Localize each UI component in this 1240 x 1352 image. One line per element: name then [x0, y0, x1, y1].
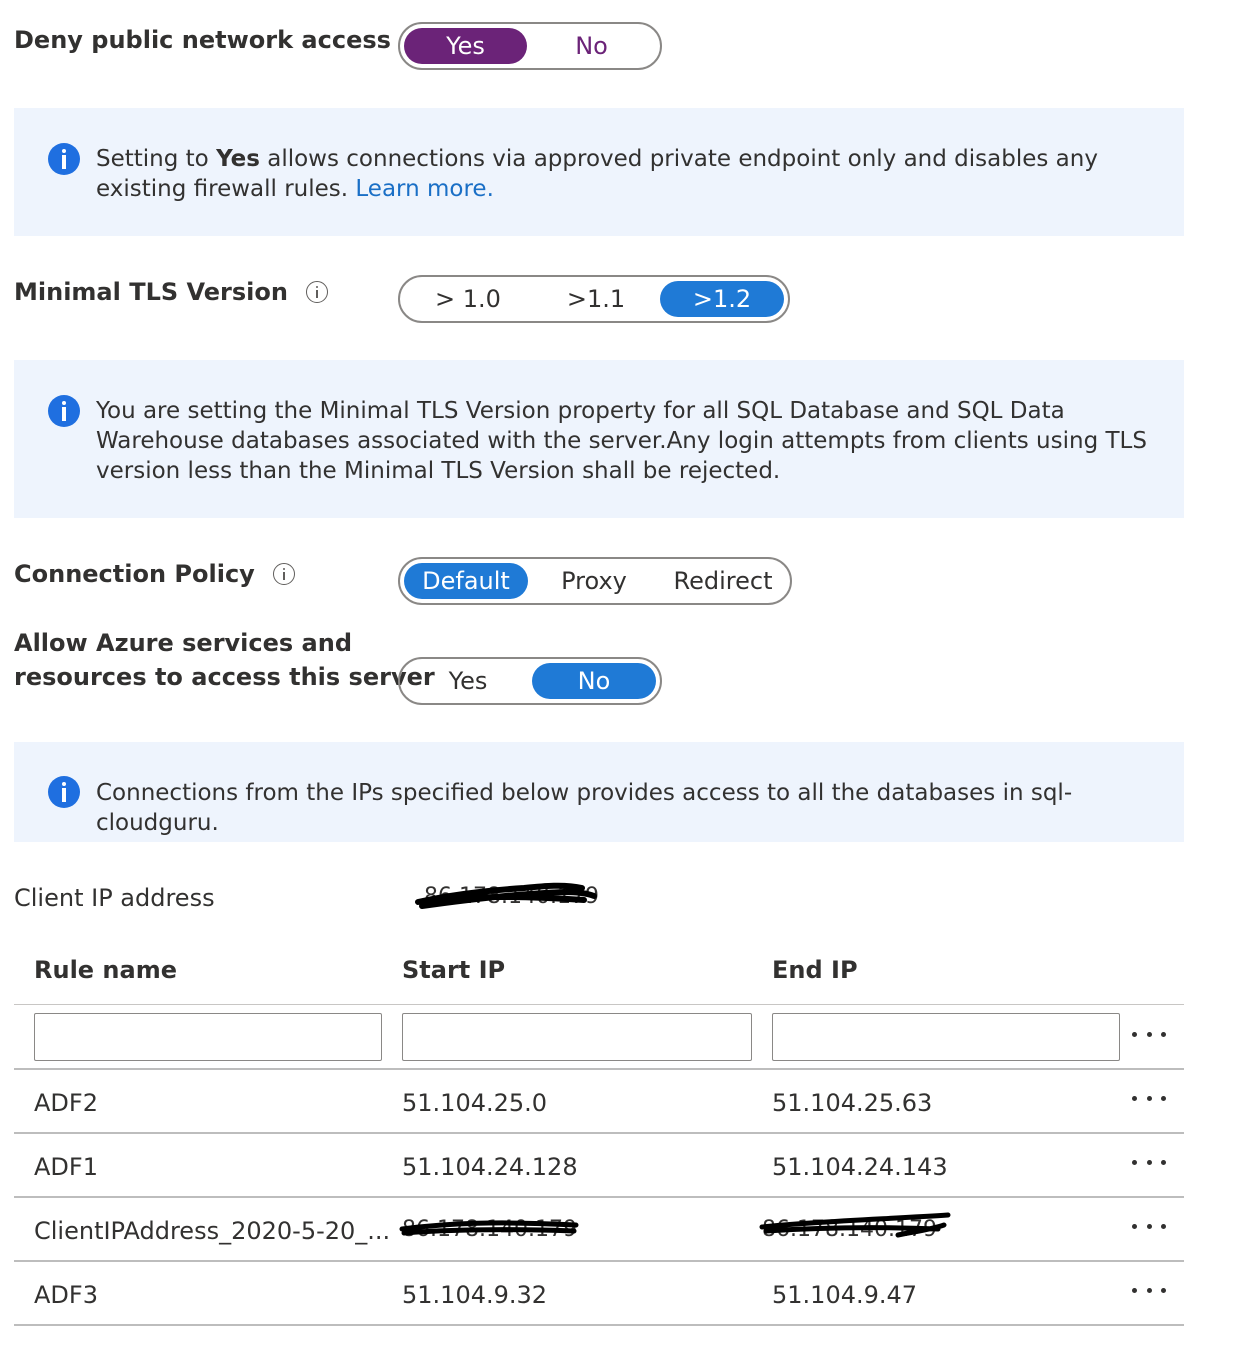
header-divider [14, 1004, 1184, 1005]
allow-azure-label-line1: Allow Azure services and [14, 629, 353, 657]
end-ip-cell: 51.104.24.143 [772, 1153, 948, 1181]
rule-name-cell: ADF3 [34, 1281, 98, 1309]
deny-public-info-text [96, 144, 1154, 204]
row-divider [14, 1260, 1184, 1262]
tls-version-toggle [398, 275, 790, 323]
rule-name-cell: ADF2 [34, 1089, 98, 1117]
more-icon[interactable] [1132, 1032, 1166, 1040]
tls-option-1-2[interactable]: >1.2 [660, 281, 784, 317]
allow-azure-label-line2: resources to access this server [14, 663, 435, 691]
start-ip-text: 86.178.140.179 [402, 1217, 577, 1242]
start-ip-cell [402, 1217, 577, 1242]
allow-azure-label [14, 626, 435, 694]
tls-info-text: You are setting the Minimal TLS Version property for all SQL Database and SQL Data Warehouse databases associated with the server.Any login attempts from clients using TLS version less than the Minimal TLS Version shall be rejected. [96, 398, 1147, 484]
deny-info-bold: Yes [216, 146, 260, 172]
rules-table-header [14, 952, 1184, 1004]
row-divider [14, 1068, 1184, 1070]
ip-info-text: Connections from the IPs specified below provides access to all the databases in sql-cloudguru. [96, 780, 1073, 836]
tls-option-1-0[interactable]: > 1.0 [435, 285, 501, 313]
end-ip-text: 86.178.140.179 [762, 1217, 937, 1242]
end-ip-cell: 51.104.9.47 [772, 1281, 918, 1309]
row-divider [14, 1324, 1184, 1326]
deny-public-access-text: Deny public network access [14, 26, 391, 54]
tls-info-box [14, 360, 1184, 518]
start-ip-cell: 51.104.24.128 [402, 1153, 578, 1181]
info-badge-icon [48, 143, 80, 175]
rule-name-input[interactable] [34, 1013, 382, 1061]
redaction-scribble [398, 1215, 582, 1245]
deny-info-prefix: Setting to [96, 146, 217, 172]
rule-name-cell: ClientIPAddress_2020-5-20_... [34, 1217, 391, 1245]
info-badge-icon [48, 395, 80, 427]
connection-policy-toggle [398, 557, 792, 605]
allow-azure-toggle [398, 657, 662, 705]
row-divider [14, 1132, 1184, 1134]
more-icon[interactable] [1132, 1160, 1166, 1168]
start-ip-cell: 51.104.25.0 [402, 1089, 548, 1117]
allow-azure-yes-option[interactable]: Yes [448, 667, 488, 695]
connection-policy-default-option[interactable]: Default [404, 563, 528, 599]
more-icon[interactable] [1132, 1096, 1166, 1104]
deny-public-yes-option[interactable]: Yes [404, 28, 527, 64]
info-badge-icon [48, 776, 80, 808]
start-ip-cell: 51.104.9.32 [402, 1281, 548, 1309]
rule-name-column-header: Rule name [34, 956, 177, 984]
more-icon[interactable] [1132, 1224, 1166, 1232]
ip-info-box [14, 742, 1184, 842]
more-icon[interactable] [1132, 1288, 1166, 1296]
deny-info-rest: allows connections via approved private endpoint only and disables any existing firewall rules. [96, 146, 1098, 202]
redaction-scribble [414, 880, 604, 914]
deny-public-info-box [14, 108, 1184, 236]
start-ip-column-header: Start IP [402, 956, 506, 984]
info-icon[interactable] [273, 563, 295, 585]
redaction-scribble [758, 1211, 954, 1245]
info-icon[interactable] [306, 281, 328, 303]
row-divider [14, 1196, 1184, 1198]
connection-policy-label [14, 560, 295, 588]
connection-policy-proxy-option[interactable]: Proxy [561, 567, 627, 595]
learn-more-link[interactable]: Learn more. [355, 176, 494, 202]
rule-name-cell: ADF1 [34, 1153, 98, 1181]
client-ip-label: Client IP address [14, 884, 215, 912]
tls-label-text: Minimal TLS Version [14, 278, 288, 306]
end-ip-column-header: End IP [772, 956, 858, 984]
client-ip-value-text: 86.178.140.179 [424, 884, 599, 909]
tls-option-1-1[interactable]: >1.1 [566, 285, 626, 313]
allow-azure-no-option[interactable]: No [532, 663, 656, 699]
connection-policy-text: Connection Policy [14, 560, 255, 588]
end-ip-cell: 51.104.25.63 [772, 1089, 933, 1117]
tls-label [14, 278, 328, 306]
connection-policy-redirect-option[interactable]: Redirect [673, 567, 773, 595]
start-ip-input[interactable] [402, 1013, 752, 1061]
deny-public-no-option[interactable]: No [575, 32, 608, 60]
client-ip-value [424, 884, 599, 909]
end-ip-input[interactable] [772, 1013, 1120, 1061]
deny-public-access-toggle [398, 22, 662, 70]
end-ip-cell [762, 1217, 937, 1242]
deny-public-access-label [14, 26, 431, 54]
